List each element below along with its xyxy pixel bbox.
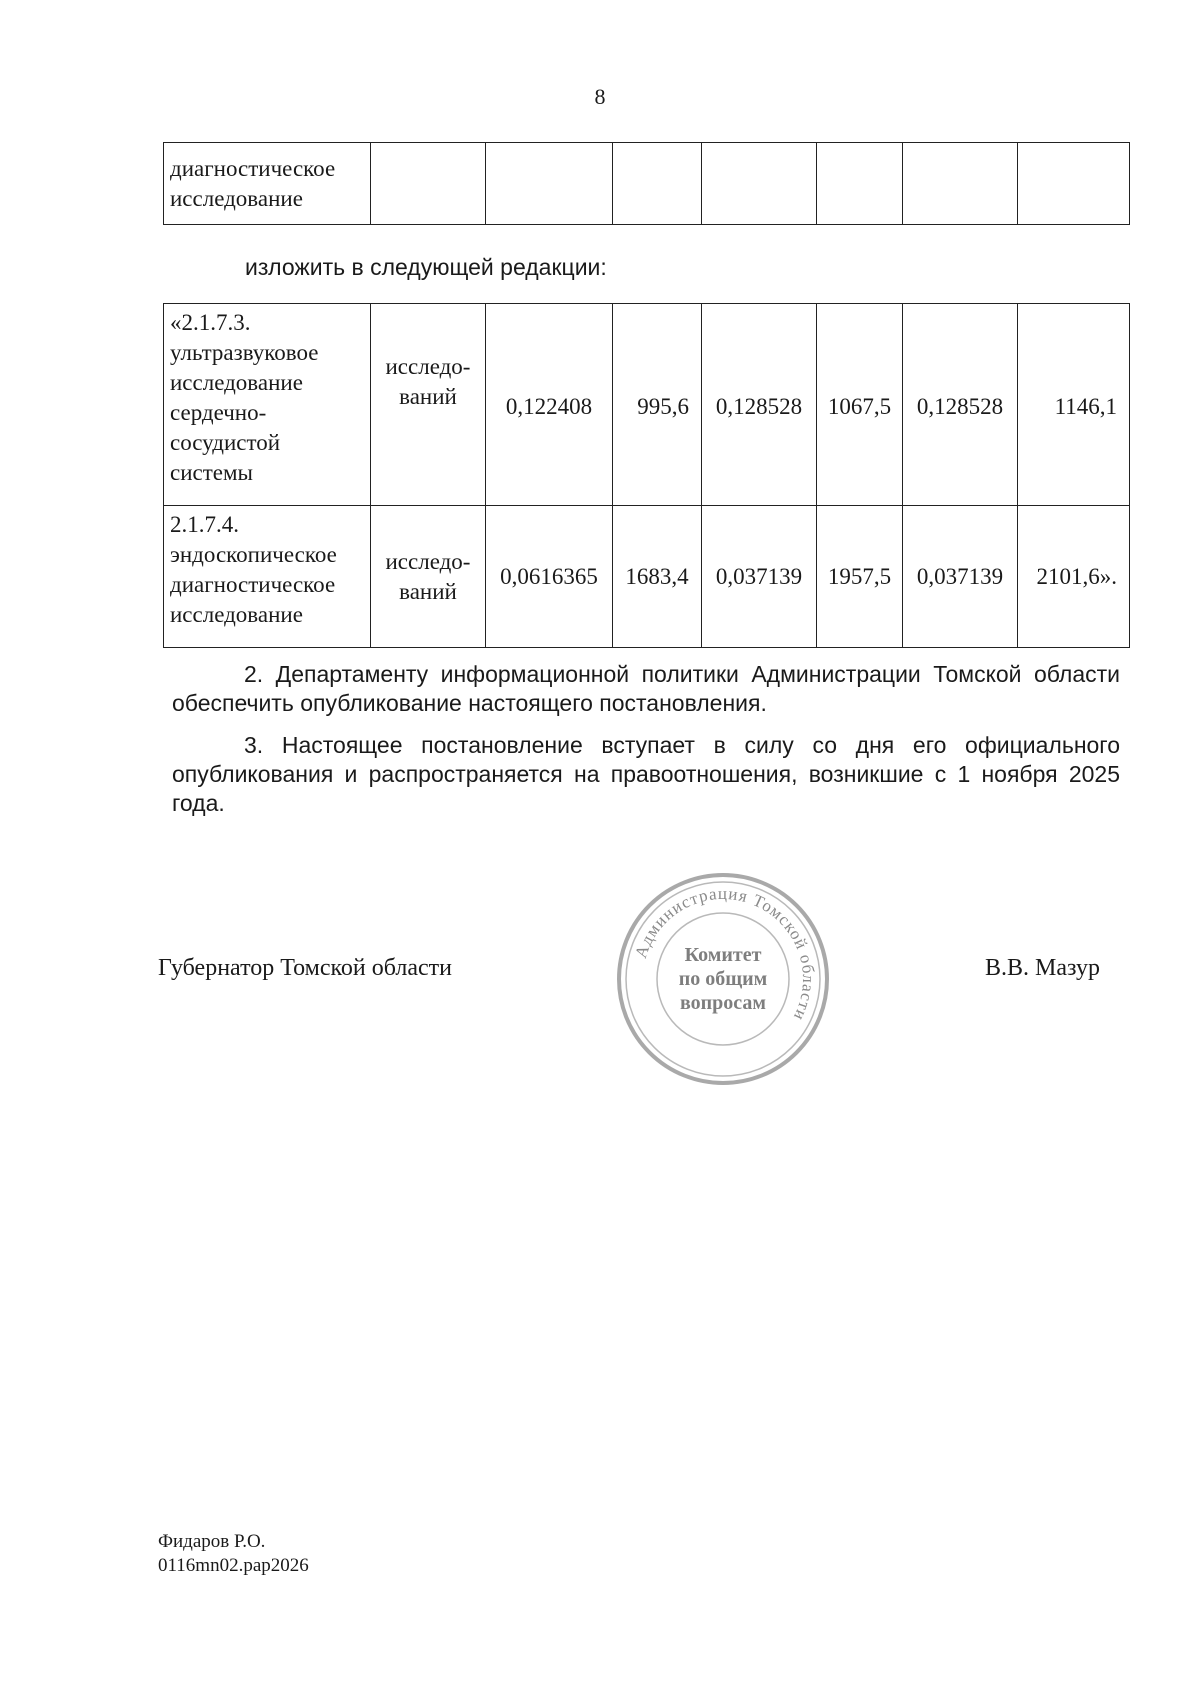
unit-line: исследо- xyxy=(385,548,471,574)
unit-line: исследо- xyxy=(385,354,471,379)
value-cell: 1146,1 xyxy=(1018,304,1130,506)
empty-cell xyxy=(702,143,817,225)
service-name-cell: диагностическое исследование xyxy=(164,143,371,225)
value-cell: 0,128528 xyxy=(903,304,1018,506)
name-line: эндоскопическое xyxy=(170,542,337,567)
empty-cell xyxy=(371,143,486,225)
empty-cell xyxy=(817,143,903,225)
official-stamp xyxy=(612,868,834,1090)
unit-cell xyxy=(371,506,486,648)
value-cell: 1957,5 xyxy=(817,506,903,648)
empty-cell xyxy=(486,143,613,225)
name-line: исследование xyxy=(170,370,303,395)
stamp-ring-text: Администрация Томской области xyxy=(631,883,819,1025)
name-line: диагностическое xyxy=(170,572,336,597)
name-line: сосудистой xyxy=(170,430,281,455)
unit-cell xyxy=(371,304,486,506)
paragraph-3: 3. Настоящее постановление вступает в силу со дня его официального опубликования и распространяется на правоотношения, возникшие с 1 ноября 2025 года. xyxy=(172,732,1120,816)
name-line: 2.1.7.4. xyxy=(170,512,239,537)
executor-name: Фидаров Р.О. xyxy=(158,1531,266,1552)
table-row xyxy=(164,143,1130,225)
value-cell: 1683,4 xyxy=(613,506,702,648)
value-cell: 2101,6». xyxy=(1018,506,1130,648)
empty-cell xyxy=(1018,143,1130,225)
stamp-center-line: Комитет xyxy=(684,944,762,966)
value-cell: 0,122408 xyxy=(486,304,613,506)
table-row xyxy=(164,506,1130,648)
services-table xyxy=(163,303,1130,648)
signatory-position: Губернатор Томской области xyxy=(158,955,452,981)
empty-cell xyxy=(903,143,1018,225)
unit-line: ваний xyxy=(399,384,457,409)
value-cell: 0,037139 xyxy=(903,506,1018,648)
empty-cell xyxy=(613,143,702,225)
service-name-cell xyxy=(164,506,371,648)
value-cell: 0,037139 xyxy=(702,506,817,648)
intro-text: изложить в следующей редакции: xyxy=(245,254,607,280)
unit-line: ваний xyxy=(399,578,457,604)
service-name-cell xyxy=(164,304,371,506)
signatory-name: В.В. Мазур xyxy=(985,955,1100,981)
name-line: системы xyxy=(170,460,253,485)
value-cell: 0,128528 xyxy=(702,304,817,506)
stamp-center-line: вопросам xyxy=(679,992,767,1014)
name-line: сердечно- xyxy=(170,400,267,425)
file-code: 0116mn02.pap2026 xyxy=(158,1555,309,1576)
continuation-table xyxy=(163,142,1130,225)
name-line: «2.1.7.3. xyxy=(170,310,251,335)
value-cell: 995,6 xyxy=(613,304,702,506)
paragraph-2: 2. Департаменту информационной политики Администрации Томской области обеспечить опубликование настоящего постановления. xyxy=(172,661,1120,716)
value-cell: 1067,5 xyxy=(817,304,903,506)
page-number: 8 xyxy=(594,84,606,109)
value-cell: 0,0616365 xyxy=(486,506,613,648)
name-line: исследование xyxy=(170,602,303,627)
stamp-center-line: по общим xyxy=(678,968,768,990)
table-row xyxy=(164,304,1130,506)
name-line: ультразвуковое xyxy=(170,340,319,365)
